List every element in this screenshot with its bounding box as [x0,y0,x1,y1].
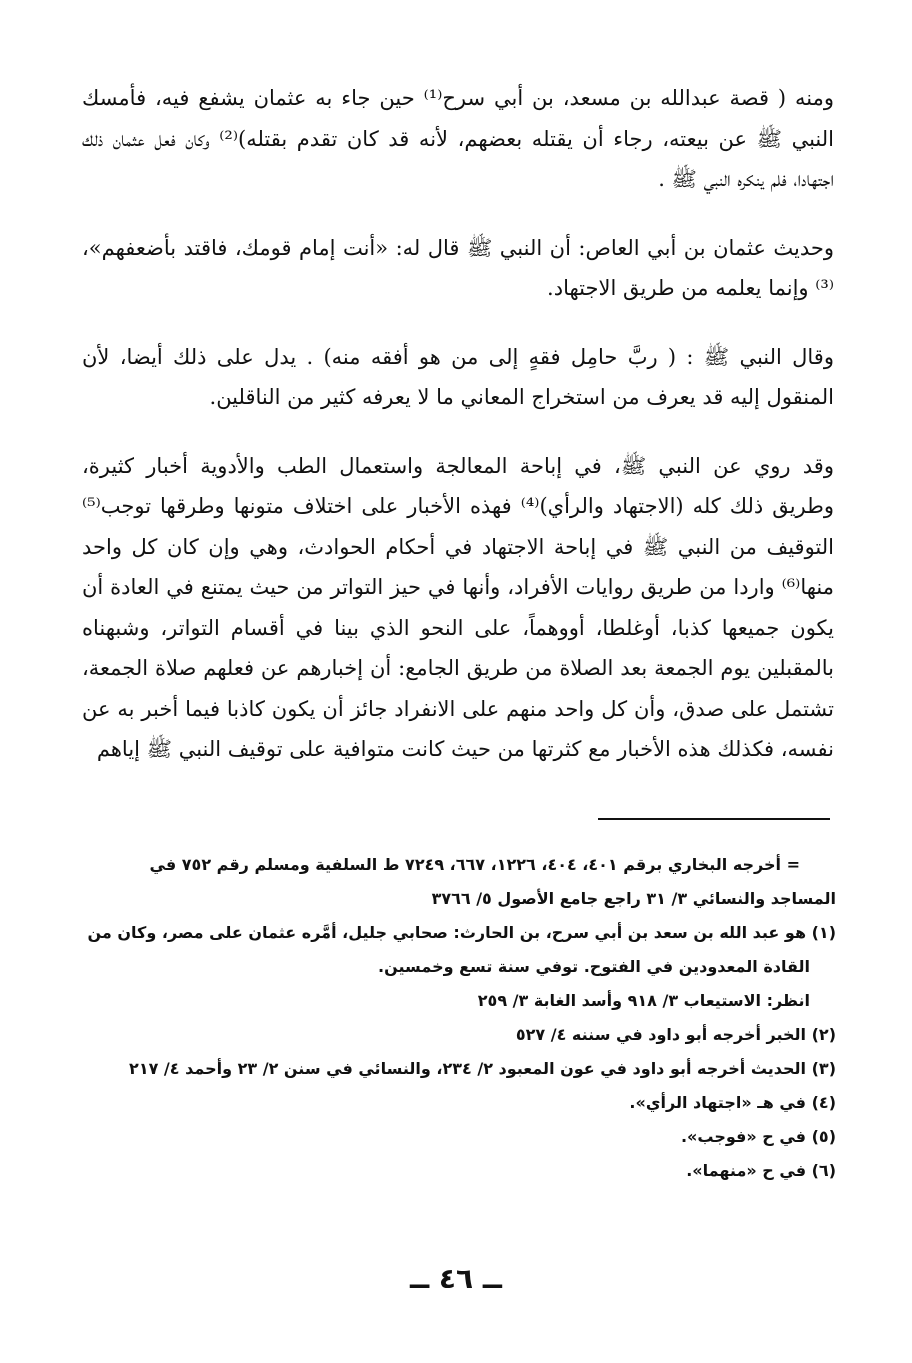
footnote-1: (١) هو عبد الله بن سعد بن أبي سرح، بن الحارث: صحابي جليل، أمَّره عثمان على مصر، وكان من [87,923,836,942]
paragraph-3: وقال النبي ﷺ : ( ربَّ حامِل فقهٍ إلى من هو أفقه منه) . يدل على ذلك أيضا، لأن المنقول إليه قد يعرف من استخراج المعاني ما لا يعرفه كثير من الناقلين. [82,344,834,409]
footnote-4: (٤) في هـ «اجتهاد الرأي». [629,1093,836,1112]
footnote-continuation-line-2: المساجد والنسائي ٣/ ٣١ راجع جامع الأصول ٥/ ٣٧٦٦ [431,889,836,908]
footnote-1-continued: القادة المعدودين في الفتوح. توفي سنة تسع وخمسين. [378,957,810,976]
paragraph-2: وحديث عثمان بن أبي العاص: أن النبي ﷺ قال له: «أنت إمام قومك، فاقتد بأضعفهم»،⁽³⁾ وإنما يعلمه من طريق الاجتهاد. [82,235,834,300]
paragraph-4: وقد روي عن النبي ﷺ، في إباحة المعالجة واستعمال الطب والأدوية أخبار كثيرة، وطريق ذلك كله (الاجتهاد والرأي)⁽⁴⁾ فهذه الأخبار على اختلاف متونها وطرقها توجب⁽⁵⁾ التوقيف من النبي ﷺ في إباحة الاجتهاد في أحكام الحوادث، وهي وإن كان كل واحد منها⁽⁶⁾ واردا من طريق روايات الأفراد، وأنها في حيز التواتر من حيث يمتنع في العادة أن يكون جميعها كذبا، أوغلطا، أووهماً، على النحو الذي بينا في أقسام التواتر، وشبهناه بالمقبلين يوم الجمعة بعد الصلاة من طريق الجامع: أن إخبارهم عن فعلهم صلاة الجمعة، تشتمل على صدق، وأن كل واحد منهم على الانفراد جائز أن يكون كاذبا فيما أخبر به عن نفسه، فكذلك هذه الأخبار مع كثرتها من حيث كانت متوافية على توقيف النبي ﷺ إياهم [82,453,835,761]
page-number: ــ ٤٦ ــ [410,1262,502,1295]
footnote-continuation-line-1: = أخرجه البخاري برقم ٤٠١، ٤٠٤، ١٢٢٦، ٦٦٧، ٧٢٤٩ ط السلفية ومسلم رقم ٧٥٢ في [149,855,800,874]
footnote-5: (٥) في ح «فوجب». [680,1127,836,1146]
footnote-separator [598,818,830,820]
paragraph-1: ومنه ( قصة عبدالله بن مسعد، بن أبي سرح⁽¹⁾ حين جاء به عثمان يشفع فيه، فأمسك النبي ﷺ عن بيعته، رجاء أن يقتله بعضهم، لأنه قد كان تقدم بقتله)⁽²⁾ وكان فعل عثمان ذلك اجتهادا، فلم ينكره النبي ﷺ . [82,86,834,191]
footnotes [78,848,836,1188]
footnote-3: (٣) الحديث أخرجه أبو داود في عون المعبود ٢/ ٢٣٤، والنسائي في سنن ٢/ ٢٣ وأحمد ٤/ ٢١٧ [129,1059,836,1078]
footnote-6: (٦) في ح «منهما». [686,1161,836,1180]
footnote-1-reference: انظر: الاستيعاب ٣/ ٩١٨ وأسد الغابة ٣/ ٢٥٩ [477,991,810,1010]
footnote-2: (٢) الخبر أخرجه أبو داود في سننه ٤/ ٥٢٧ [515,1025,836,1044]
main-text [82,78,834,770]
